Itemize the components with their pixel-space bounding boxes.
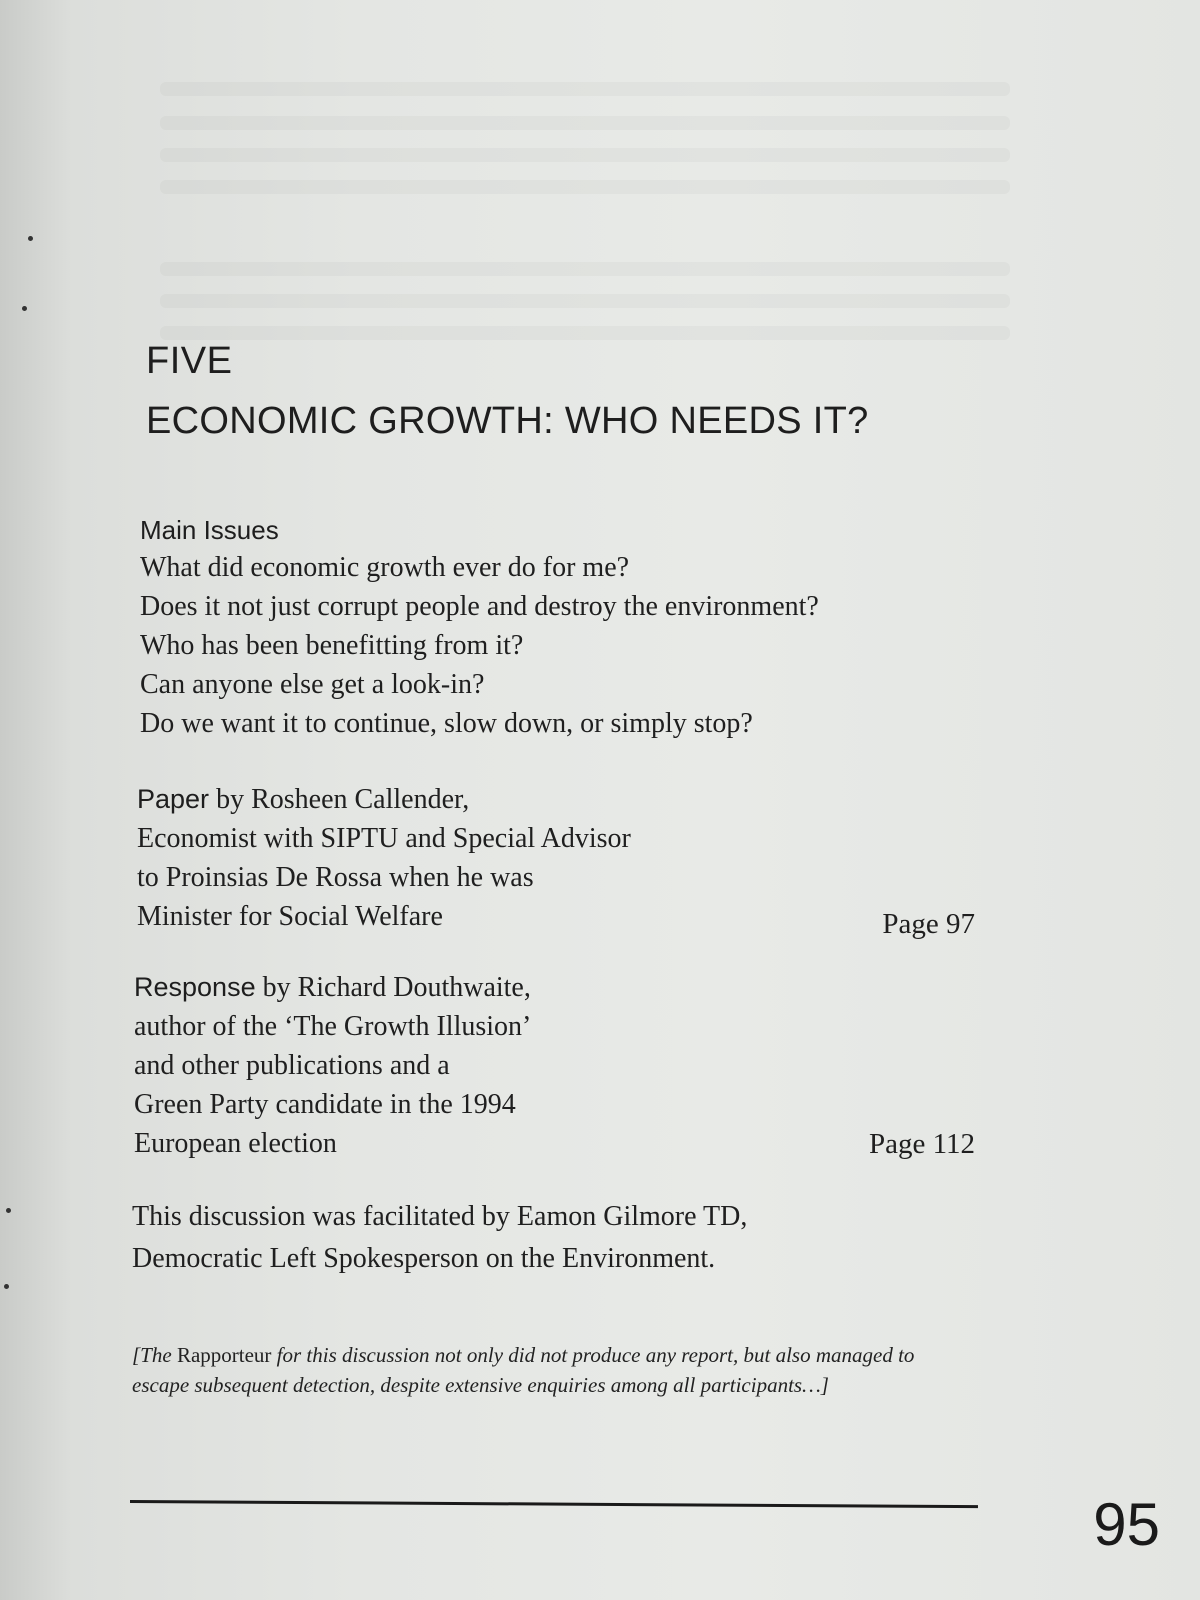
note-rest: for this discussion not only did not produce any report, but also managed to escape subsequent detection, despite extensive enquiries among all participants…] — [132, 1343, 915, 1397]
paper-byline — [137, 780, 997, 819]
response-detail: Green Party candidate in the 1994 — [134, 1089, 516, 1120]
show-through-text — [160, 262, 1010, 276]
paper-label: Paper — [137, 784, 210, 814]
response-author: by Richard Douthwaite, — [262, 972, 531, 1003]
response-entry — [134, 968, 994, 1163]
chapter-title: ECONOMIC GROWTH: WHO NEEDS IT? — [146, 400, 869, 442]
page-number: 95 — [1093, 1491, 1160, 1558]
note-rapporteur-word: Rapporteur — [176, 1343, 272, 1367]
issue-question: Does it not just corrupt people and destroy the environment? — [140, 591, 819, 622]
response-page-ref: Page 112 — [868, 1128, 975, 1160]
footer-rule — [130, 1500, 978, 1508]
paper-speck — [28, 236, 33, 241]
paper-speck — [22, 306, 27, 311]
paper-page-ref: Page 97 — [882, 908, 975, 940]
paper-author: by Rosheen Callender, — [216, 784, 470, 815]
show-through-text — [160, 326, 1010, 340]
rapporteur-note — [132, 1340, 922, 1400]
response-label: Response — [134, 972, 256, 1002]
chapter-number: FIVE — [146, 340, 233, 382]
issue-question: Do we want it to continue, slow down, or simply stop? — [140, 708, 753, 739]
note-open: [The — [132, 1343, 177, 1367]
paper-speck — [4, 1284, 9, 1289]
issue-question: Who has been benefitting from it? — [140, 630, 524, 661]
issue-question: What did economic growth ever do for me? — [140, 552, 630, 583]
paper-detail: Minister for Social Welfare — [137, 901, 443, 932]
facilitator-line: Democratic Left Spokesperson on the Environment. — [132, 1243, 716, 1274]
facilitator-note — [132, 1196, 747, 1280]
paper-detail: to Proinsias De Rossa when he was — [137, 862, 534, 893]
paper-detail: Economist with SIPTU and Special Advisor — [137, 823, 631, 854]
show-through-text — [160, 116, 1010, 130]
response-byline — [134, 968, 994, 1007]
paper-speck — [6, 1208, 11, 1213]
response-detail: European election — [134, 1128, 337, 1159]
paper-entry — [137, 780, 997, 936]
show-through-text — [160, 180, 1010, 194]
main-issues-section — [140, 512, 1000, 743]
response-detail: and other publications and a — [134, 1050, 450, 1081]
issue-question: Can anyone else get a look-in? — [140, 669, 485, 700]
show-through-text — [160, 82, 1010, 96]
response-detail: author of the ‘The Growth Illusion’ — [134, 1011, 532, 1042]
show-through-text — [160, 148, 1010, 162]
facilitator-line: This discussion was facilitated by Eamon Gilmore TD, — [132, 1201, 748, 1232]
show-through-text — [160, 294, 1010, 308]
main-issues-heading: Main Issues — [140, 515, 279, 545]
